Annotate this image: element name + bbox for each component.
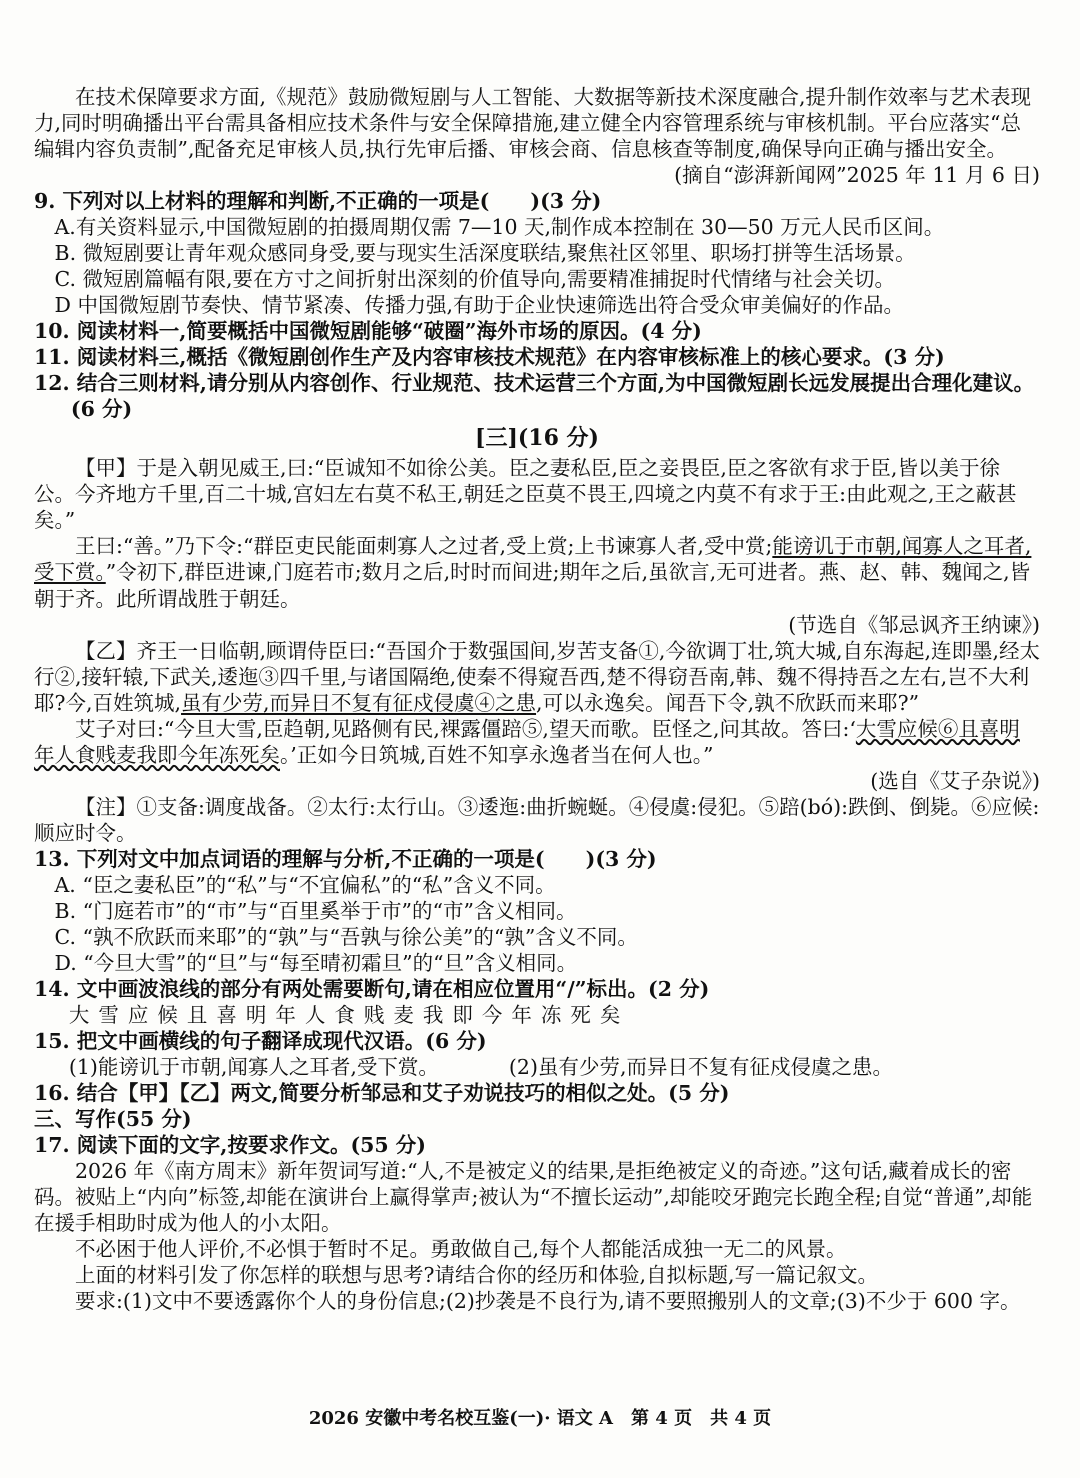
question-9-option-c: C. 微短剧篇幅有限,要在方寸之间折射出深刻的价值导向,需要精准捕捉时代情绪与社会关切。 bbox=[54, 267, 896, 292]
question-14-sentence: 大雪应候且喜明年人食贱麦我即今年冻死矣 bbox=[68, 1003, 630, 1027]
question-15-items bbox=[34, 1054, 1040, 1080]
question-10: 10. 阅读材料一,简要概括中国微短剧能够“破圈”海外市场的原因。(4 分) bbox=[34, 319, 702, 344]
question-17: 17. 阅读下面的文字,按要求作文。(55 分) bbox=[34, 1133, 427, 1158]
passage-jia-paragraph-1: 【甲】于是入朝见威王,曰:“臣诚知不如徐公美。臣之妻私臣,臣之妾畏臣,臣之客欲有求于臣,皆以美于徐公。今齐地方千里,百二十城,宫妇左右莫不私王,朝廷之臣莫不畏王,四境之内莫不有求于王:由此观之,王之蔽甚矣。” bbox=[34, 456, 1017, 533]
yi-text-3: 艾子对曰:“今旦大雪,臣趋朝,见路侧有民,裸露僵踣⑤,望天而歌。臣怪之,问其故。答曰:‘ bbox=[75, 716, 856, 741]
question-9: 9. 下列对以上材料的理解和判断,不正确的一项是( )(3 分) bbox=[34, 189, 602, 214]
question-16: 16. 结合【甲】【乙】两文,简要分析邹忌和艾子劝说技巧的相似之处。(5 分) bbox=[34, 1081, 730, 1106]
question-15-item-1: (1)能谤讥于市朝,闻寡人之耳者,受下赏。 bbox=[68, 1055, 439, 1080]
question-13-option-d: D. “今旦大雪”的“旦”与“每至晴初霜旦”的“旦”含义相同。 bbox=[54, 950, 578, 975]
question-13-option-c: C. “孰不欣跃而来耶”的“孰”与“吾孰与徐公美”的“孰”含义不同。 bbox=[54, 924, 638, 949]
jia-underlined-sentence: 能谤讥于市朝,闻寡人之耳者,受下赏。 bbox=[34, 534, 1032, 585]
passage-jia-paragraph-2 bbox=[34, 533, 1040, 611]
question-9-option-d: D 中国微短剧节奏快、情节紧凑、传播力强,有助于企业快速筛选出符合受众审美偏好的作品。 bbox=[54, 293, 904, 318]
question-17-requirements: 要求:(1)文中不要透露你个人的身份信息;(2)抄袭是不良行为,请不要照搬别人的文章;(3)不少于 600 字。 bbox=[75, 1289, 1021, 1314]
question-13-option-b: B. “门庭若市”的“市”与“百里奚举于市”的“市”含义相同。 bbox=[54, 898, 577, 923]
passage-yi-paragraph-2 bbox=[34, 716, 1040, 768]
section-3-title: [三](16 分) bbox=[475, 425, 599, 452]
passage-yi-paragraph-1 bbox=[34, 638, 1040, 716]
passage-jia-source: (节选自《邹忌讽齐王纳谏》) bbox=[788, 612, 1040, 637]
page-footer: 2026 安徽中考名校互鉴(一)· 语文 A 第 4 页 共 4 页 bbox=[308, 1408, 772, 1429]
yi-text-4: 。’正如今日筑城,百姓不知享永逸者当在何人也。” bbox=[280, 742, 714, 767]
question-9-option-b: B. 微短剧要让青年观众感同身受,要与现实生活深度联结,聚焦社区邻里、职场打拼等生活场景。 bbox=[54, 241, 916, 266]
question-17-material-2: 不必困于他人评价,不必惧于暂时不足。勇敢做自己,每个人都能活成独一无二的风景。 bbox=[75, 1237, 847, 1262]
yi-text-1: 【乙】齐王一日临朝,顾谓侍臣曰:“吾国介于数强国间,岁苦支备①,今欲调丁壮,筑大城,自东海起,连即墨,经太行②,接轩辕,下武关,逶迤③四千里,与诸国隔绝,使秦不得窥吾西,楚不得窃吾南,韩、魏不得持吾之左右,岂不大利耶?今,百姓筑城, bbox=[34, 638, 1040, 715]
question-12: 12. 结合三则材料,请分别从内容创作、行业规范、技术运营三个方面,为中国微短剧长远发展提出合理化建议。(6 分) bbox=[34, 371, 1035, 422]
annotations: 【注】①支备:调度战备。②太行:太行山。③逶迤:曲折蜿蜒。④侵虞:侵犯。⑤踣(bó):跌倒、倒毙。⑥应候:顺应时令。 bbox=[34, 794, 1040, 845]
material-paragraph-tech: 在技术保障要求方面,《规范》鼓励微短剧与人工智能、大数据等新技术深度融合,提升制作效率与艺术表现力,同时明确播出平台需具备相应技术条件与安全保障措施,建立健全内容管理系统与审核机制。平台应落实“总编辑内容负责制”,配备充足审核人员,执行先审后播、审核会商、信息核查等制度,确保导向正确与播出安全。 bbox=[34, 85, 1032, 162]
question-14: 14. 文中画波浪线的部分有两处需要断句,请在相应位置用“/”标出。(2 分) bbox=[34, 976, 710, 1001]
question-13: 13. 下列对文中加点词语的理解与分析,不正确的一项是( )(3 分) bbox=[34, 846, 657, 871]
jia-text-1: 王曰:“善。”乃下令:“群臣吏民能面刺寡人之过者,受上赏;上书谏寡人者,受中赏; bbox=[75, 534, 773, 559]
material-source: (摘自“澎湃新闻网”2025 年 11 月 6 日) bbox=[674, 163, 1040, 188]
jia-text-2: ”令初下,群臣进谏,门庭若市;数月之后,时时而间进;期年之后,虽欲言,无可进者。燕、赵、韩、魏闻之,皆朝于齐。此所谓战胜于朝廷。 bbox=[34, 560, 1031, 611]
yi-underlined-sentence: 虽有少劳,而异日不复有征戍侵虞④之患 bbox=[181, 690, 537, 715]
question-11: 11. 阅读材料三,概括《微短剧创作生产及内容审核技术规范》在内容审核标准上的核心要求。(3 分) bbox=[34, 345, 945, 370]
yi-text-2: ,可以永逸矣。闻吾下令,孰不欣跃而来耶?” bbox=[536, 690, 920, 715]
question-17-prompt: 上面的材料引发了你怎样的联想与思考?请结合你的经历和体验,自拟标题,写一篇记叙文。 bbox=[75, 1263, 879, 1288]
yi-wavy-sentence: 大雪应候⑥且喜明年人食贱麦我即今年冻死矣 bbox=[34, 716, 1020, 767]
question-9-option-a: A.有关资料显示,中国微短剧的拍摄周期仅需 7—10 天,制作成本控制在 30—50 万元人民币区间。 bbox=[54, 215, 945, 240]
question-13-option-a: A. “臣之妻私臣”的“私”与“不宜偏私”的“私”含义不同。 bbox=[54, 872, 556, 897]
question-17-material-1: 2026 年《南方周末》新年贺词写道:“人,不是被定义的结果,是拒绝被定义的奇迹。”这句话,藏着成长的密码。被贴上“内向”标签,却能在演讲台上赢得掌声;被认为“不擅长运动”,却能咬牙跑完长跑全程;自觉“普通”,却能在援手相助时成为他人的小太阳。 bbox=[34, 1159, 1033, 1236]
section-writing-title: 三、写作(55 分) bbox=[34, 1107, 192, 1132]
passage-yi-source: (选自《艾子杂说》) bbox=[870, 768, 1040, 793]
question-15: 15. 把文中画横线的句子翻译成现代汉语。(6 分) bbox=[34, 1029, 487, 1054]
question-15-item-2: (2)虽有少劳,而异日不复有征戍侵虞之患。 bbox=[508, 1055, 893, 1080]
